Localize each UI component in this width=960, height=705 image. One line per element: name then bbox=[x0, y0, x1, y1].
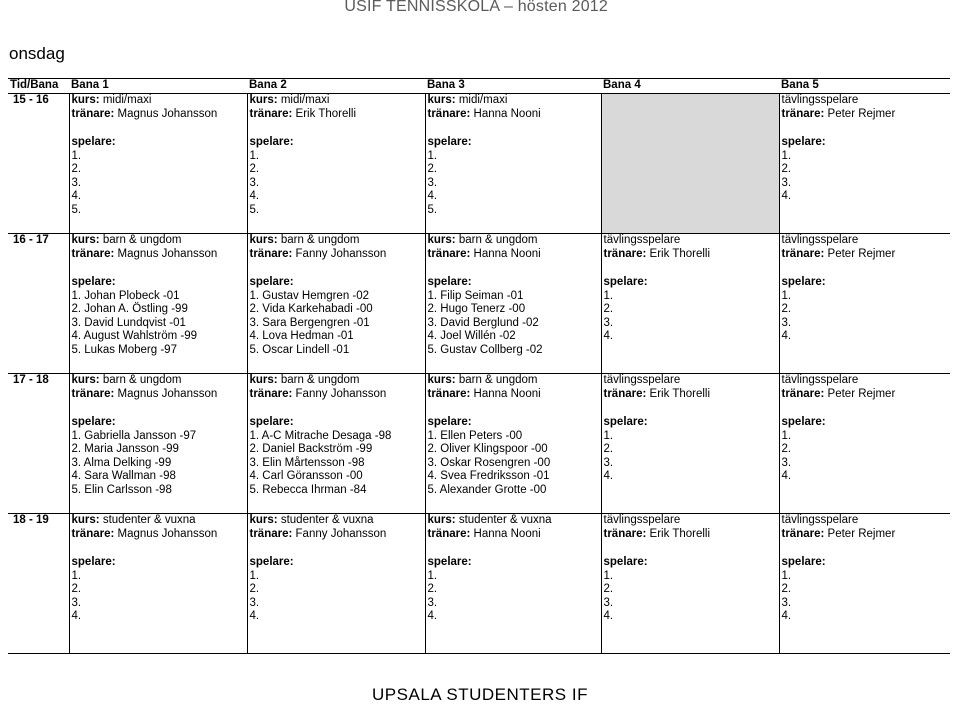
course-name: barn & ungdom bbox=[458, 234, 538, 246]
court-cell bbox=[247, 374, 425, 514]
course-line bbox=[428, 514, 599, 528]
players-key: spelare: bbox=[427, 136, 472, 148]
player-entry: 1. bbox=[781, 429, 792, 442]
course-line bbox=[428, 374, 599, 388]
course-key: kurs: bbox=[427, 94, 456, 106]
col-header: Bana 1 bbox=[71, 79, 109, 91]
players-key: spelare: bbox=[249, 136, 294, 148]
trainer-name: Erik Thorelli bbox=[649, 527, 711, 540]
player-entry: 3. bbox=[427, 176, 438, 189]
course-key: kurs: bbox=[71, 374, 100, 386]
trainer-key: tränare: bbox=[249, 107, 293, 120]
course-name: barn & ungdom bbox=[280, 234, 360, 246]
player-entry: 4. bbox=[781, 610, 792, 622]
trainer-line bbox=[72, 248, 245, 262]
player-entry: 5. Rebecca Ihrman -84 bbox=[249, 483, 367, 496]
course-key: kurs: bbox=[71, 514, 100, 526]
player-entry: 2. bbox=[427, 163, 438, 175]
trainer-key: tränare: bbox=[249, 527, 293, 540]
trainer-key: tränare: bbox=[427, 247, 471, 260]
trainer-key: tränare: bbox=[603, 527, 647, 540]
course-line bbox=[250, 234, 423, 248]
player-entry: 2. bbox=[249, 163, 260, 175]
page-title: USIF TENNISSKOLA – hösten 2012 bbox=[344, 0, 608, 15]
trainer-name: Magnus Johansson bbox=[117, 387, 218, 400]
court-cell bbox=[425, 514, 601, 654]
course-line bbox=[72, 234, 245, 248]
col-header: Bana 5 bbox=[781, 79, 819, 91]
player-entry: 2. bbox=[781, 583, 792, 595]
player-entry: 2. Maria Jansson -99 bbox=[71, 443, 179, 455]
competition-label: tävlingsspelare bbox=[603, 234, 681, 246]
course-line bbox=[250, 514, 423, 528]
trainer-key: tränare: bbox=[71, 107, 115, 120]
player-entry: 3. Sara Bergengren -01 bbox=[249, 316, 370, 329]
course-key: kurs: bbox=[249, 94, 278, 106]
player-entry: 4. bbox=[427, 610, 438, 622]
players-key: spelare: bbox=[781, 136, 826, 148]
player-entry: 3. bbox=[603, 456, 614, 469]
court-cell bbox=[247, 234, 425, 374]
table-row bbox=[8, 234, 950, 374]
player-entry: 3. bbox=[427, 596, 438, 609]
player-entry: 2. bbox=[781, 303, 792, 315]
player-entry: 2. bbox=[781, 443, 792, 455]
player-entry: 5. bbox=[249, 203, 260, 216]
course-line bbox=[428, 94, 599, 108]
player-entry: 4. bbox=[71, 190, 82, 202]
players-key: spelare: bbox=[71, 556, 116, 568]
player-entry: 4. Carl Göransson -00 bbox=[249, 470, 363, 482]
player-entry: 4. bbox=[781, 190, 792, 202]
course-key: kurs: bbox=[71, 94, 100, 106]
course-key: kurs: bbox=[427, 234, 456, 246]
trainer-name: Magnus Johansson bbox=[117, 247, 218, 260]
player-entry: 4. Joel Willén -02 bbox=[427, 330, 516, 342]
players-key: spelare: bbox=[781, 556, 826, 568]
trainer-key: tränare: bbox=[71, 387, 115, 400]
trainer-name: Erik Thorelli bbox=[295, 107, 357, 120]
schedule-table bbox=[8, 78, 950, 654]
trainer-key: tränare: bbox=[249, 387, 293, 400]
player-entry: 1. Ellen Peters -00 bbox=[427, 429, 523, 442]
trainer-name: Erik Thorelli bbox=[649, 387, 711, 400]
header-row bbox=[8, 79, 950, 94]
player-entry: 3. bbox=[781, 456, 792, 469]
trainer-name: Fanny Johansson bbox=[295, 527, 387, 540]
course-key: kurs: bbox=[427, 514, 456, 526]
course-name: studenter & vuxna bbox=[458, 514, 552, 526]
players-key: spelare: bbox=[71, 416, 116, 428]
players-key: spelare: bbox=[249, 416, 294, 428]
course-name: midi/maxi bbox=[458, 94, 508, 106]
course-line bbox=[604, 374, 777, 388]
competition-label: tävlingsspelare bbox=[781, 514, 859, 526]
player-entry: 5. Alexander Grotte -00 bbox=[427, 483, 547, 496]
time-cell: 16 - 17 bbox=[8, 234, 69, 374]
competition-label: tävlingsspelare bbox=[603, 514, 681, 526]
trainer-line bbox=[428, 388, 599, 402]
player-entry: 5. Gustav Collberg -02 bbox=[427, 343, 543, 356]
players-key: spelare: bbox=[71, 136, 116, 148]
course-name: midi/maxi bbox=[280, 94, 330, 106]
trainer-line bbox=[72, 108, 245, 122]
course-line bbox=[72, 374, 245, 388]
player-entry: 1. Johan Plobeck -01 bbox=[71, 289, 180, 302]
header-bar bbox=[0, 0, 960, 20]
player-entry: 4. Sara Wallman -98 bbox=[71, 470, 176, 482]
course-key: kurs: bbox=[249, 234, 278, 246]
player-entry: 2. bbox=[249, 583, 260, 595]
player-entry: 3. bbox=[781, 596, 792, 609]
course-line bbox=[782, 234, 949, 248]
course-key: kurs: bbox=[427, 374, 456, 386]
player-entry: 1. bbox=[603, 289, 614, 302]
player-entry: 2. Oliver Klingspoor -00 bbox=[427, 443, 548, 455]
course-line bbox=[782, 94, 949, 108]
court-cell bbox=[69, 94, 247, 234]
trainer-name: Fanny Johansson bbox=[295, 247, 387, 260]
player-entry: 3. David Berglund -02 bbox=[427, 316, 539, 329]
player-entry: 4. bbox=[603, 330, 614, 342]
player-entry: 4. bbox=[603, 470, 614, 482]
course-key: kurs: bbox=[249, 514, 278, 526]
course-name: barn & ungdom bbox=[458, 374, 538, 386]
trainer-line bbox=[782, 108, 949, 122]
player-entry: 1. bbox=[427, 149, 438, 162]
court-cell bbox=[69, 374, 247, 514]
player-entry: 5. bbox=[71, 203, 82, 216]
court-cell bbox=[779, 514, 950, 654]
player-entry: 3. bbox=[249, 176, 260, 189]
player-entry: 2. bbox=[603, 303, 614, 315]
course-key: kurs: bbox=[71, 234, 100, 246]
player-entry: 2. Vida Karkehabadi -00 bbox=[249, 303, 373, 315]
competition-label: tävlingsspelare bbox=[603, 374, 681, 386]
player-entry: 1. bbox=[781, 569, 792, 582]
time-cell: 15 - 16 bbox=[8, 94, 69, 234]
course-name: studenter & vuxna bbox=[280, 514, 374, 526]
trainer-line bbox=[782, 528, 949, 542]
competition-label: tävlingsspelare bbox=[781, 94, 859, 106]
player-entry: 3. bbox=[781, 316, 792, 329]
player-entry: 3. bbox=[603, 596, 614, 609]
player-entry: 1. Filip Seiman -01 bbox=[427, 289, 524, 302]
course-line bbox=[782, 514, 949, 528]
player-entry: 1. A-C Mitrache Desaga -98 bbox=[249, 429, 392, 442]
court-cell bbox=[779, 94, 950, 234]
course-line bbox=[604, 514, 777, 528]
trainer-key: tränare: bbox=[71, 247, 115, 260]
players-key: spelare: bbox=[781, 416, 826, 428]
court-cell bbox=[425, 234, 601, 374]
course-name: barn & ungdom bbox=[280, 374, 360, 386]
player-entry: 1. bbox=[71, 149, 82, 162]
col-header: Tid/Bana bbox=[10, 79, 59, 91]
trainer-line bbox=[72, 528, 245, 542]
trainer-key: tränare: bbox=[603, 387, 647, 400]
player-entry: 1. bbox=[249, 569, 260, 582]
players-key: spelare: bbox=[781, 276, 826, 288]
players-key: spelare: bbox=[427, 416, 472, 428]
time-cell: 17 - 18 bbox=[8, 374, 69, 514]
course-name: midi/maxi bbox=[102, 94, 152, 106]
player-entry: 3. Elin Mårtensson -98 bbox=[249, 456, 365, 469]
players-key: spelare: bbox=[71, 276, 116, 288]
trainer-name: Peter Rejmer bbox=[827, 527, 896, 540]
table-row bbox=[8, 94, 950, 234]
player-entry: 2. Hugo Tenerz -00 bbox=[427, 303, 526, 315]
competition-label: tävlingsspelare bbox=[781, 374, 859, 386]
court-cell bbox=[247, 94, 425, 234]
course-line bbox=[72, 94, 245, 108]
trainer-name: Magnus Johansson bbox=[117, 527, 218, 540]
player-entry: 4. August Wahlström -99 bbox=[71, 330, 197, 342]
players-key: spelare: bbox=[603, 416, 648, 428]
court-cell bbox=[247, 514, 425, 654]
trainer-key: tränare: bbox=[603, 247, 647, 260]
player-entry: 4. bbox=[249, 190, 260, 202]
court-cell bbox=[69, 234, 247, 374]
player-entry: 3. bbox=[71, 596, 82, 609]
trainer-line bbox=[604, 388, 777, 402]
player-entry: 1. bbox=[781, 289, 792, 302]
trainer-key: tränare: bbox=[71, 527, 115, 540]
player-entry: 2. Daniel Backström -99 bbox=[249, 443, 373, 455]
player-entry: 2. bbox=[71, 583, 82, 595]
competition-label: tävlingsspelare bbox=[781, 234, 859, 246]
col-header: Bana 4 bbox=[603, 79, 641, 91]
players-key: spelare: bbox=[603, 556, 648, 568]
player-entry: 4. bbox=[427, 190, 438, 202]
player-entry: 3. Oskar Rosengren -00 bbox=[427, 456, 551, 469]
player-entry: 2. Johan A. Östling -99 bbox=[71, 303, 188, 315]
player-entry: 2. bbox=[603, 443, 614, 455]
court-cell bbox=[425, 94, 601, 234]
trainer-name: Fanny Johansson bbox=[295, 387, 387, 400]
trainer-name: Hanna Nooni bbox=[473, 247, 541, 260]
course-line bbox=[250, 94, 423, 108]
trainer-name: Peter Rejmer bbox=[827, 387, 896, 400]
player-entry: 5. Oscar Lindell -01 bbox=[249, 343, 350, 356]
player-entry: 4. bbox=[781, 330, 792, 342]
trainer-key: tränare: bbox=[781, 527, 825, 540]
player-entry: 3. bbox=[71, 176, 82, 189]
col-header: Bana 2 bbox=[249, 79, 287, 91]
court-cell bbox=[601, 234, 779, 374]
trainer-key: tränare: bbox=[427, 527, 471, 540]
court-cell bbox=[601, 374, 779, 514]
trainer-line bbox=[250, 528, 423, 542]
day-label: onsdag bbox=[9, 44, 65, 63]
player-entry: 1. Gabriella Jansson -97 bbox=[71, 429, 197, 442]
players-key: spelare: bbox=[249, 276, 294, 288]
player-entry: 3. Alma Delking -99 bbox=[71, 456, 172, 469]
trainer-key: tränare: bbox=[781, 247, 825, 260]
player-entry: 5. Lukas Moberg -97 bbox=[71, 343, 177, 356]
court-cell bbox=[601, 514, 779, 654]
player-entry: 1. bbox=[603, 569, 614, 582]
trainer-line bbox=[250, 248, 423, 262]
trainer-name: Hanna Nooni bbox=[473, 527, 541, 540]
player-entry: 5. bbox=[427, 203, 438, 216]
course-name: studenter & vuxna bbox=[102, 514, 196, 526]
trainer-line bbox=[250, 108, 423, 122]
player-entry: 1. bbox=[71, 569, 82, 582]
trainer-line bbox=[782, 388, 949, 402]
footer-org-name: UPSALA STUDENTERS IF bbox=[372, 685, 588, 704]
player-entry: 1. bbox=[603, 429, 614, 442]
player-entry: 1. bbox=[781, 149, 792, 162]
course-name: barn & ungdom bbox=[102, 234, 182, 246]
trainer-line bbox=[604, 248, 777, 262]
trainer-line bbox=[782, 248, 949, 262]
player-entry: 2. bbox=[427, 583, 438, 595]
trainer-name: Hanna Nooni bbox=[473, 107, 541, 120]
trainer-name: Peter Rejmer bbox=[827, 247, 896, 260]
court-cell bbox=[601, 94, 779, 234]
trainer-line bbox=[72, 388, 245, 402]
player-entry: 4. bbox=[249, 610, 260, 622]
trainer-key: tränare: bbox=[427, 387, 471, 400]
player-entry: 4. Svea Fredriksson -01 bbox=[427, 470, 550, 482]
players-key: spelare: bbox=[427, 556, 472, 568]
course-line bbox=[782, 374, 949, 388]
course-name: barn & ungdom bbox=[102, 374, 182, 386]
trainer-key: tränare: bbox=[427, 107, 471, 120]
player-entry: 3. bbox=[603, 316, 614, 329]
trainer-key: tränare: bbox=[781, 387, 825, 400]
player-entry: 2. bbox=[781, 163, 792, 175]
player-entry: 4. bbox=[781, 470, 792, 482]
player-entry: 1. bbox=[249, 149, 260, 162]
player-entry: 3. bbox=[781, 176, 792, 189]
table-row bbox=[8, 514, 950, 654]
table-row bbox=[8, 374, 950, 514]
time-cell: 18 - 19 bbox=[8, 514, 69, 654]
trainer-name: Peter Rejmer bbox=[827, 107, 896, 120]
court-cell bbox=[779, 234, 950, 374]
court-cell bbox=[779, 374, 950, 514]
trainer-line bbox=[428, 108, 599, 122]
player-entry: 5. Elin Carlsson -98 bbox=[71, 483, 172, 496]
course-line bbox=[72, 514, 245, 528]
player-entry: 3. David Lundqvist -01 bbox=[71, 316, 186, 329]
course-key: kurs: bbox=[249, 374, 278, 386]
trainer-key: tränare: bbox=[781, 107, 825, 120]
player-entry: 1. bbox=[427, 569, 438, 582]
player-entry: 3. bbox=[249, 596, 260, 609]
col-header: Bana 3 bbox=[427, 79, 465, 91]
player-entry: 4. bbox=[603, 610, 614, 622]
trainer-line bbox=[428, 528, 599, 542]
trainer-name: Erik Thorelli bbox=[649, 247, 711, 260]
course-line bbox=[428, 234, 599, 248]
trainer-key: tränare: bbox=[249, 247, 293, 260]
players-key: spelare: bbox=[249, 556, 294, 568]
players-key: spelare: bbox=[603, 276, 648, 288]
court-cell bbox=[425, 374, 601, 514]
player-entry: 2. bbox=[603, 583, 614, 595]
trainer-name: Magnus Johansson bbox=[117, 107, 218, 120]
players-key: spelare: bbox=[427, 276, 472, 288]
course-line bbox=[250, 374, 423, 388]
trainer-line bbox=[604, 528, 777, 542]
trainer-line bbox=[428, 248, 599, 262]
trainer-name: Hanna Nooni bbox=[473, 387, 541, 400]
trainer-line bbox=[250, 388, 423, 402]
player-entry: 2. bbox=[71, 163, 82, 175]
court-cell bbox=[69, 514, 247, 654]
player-entry: 1. Gustav Hemgren -02 bbox=[249, 289, 370, 302]
player-entry: 4. Lova Hedman -01 bbox=[249, 330, 354, 342]
course-line bbox=[604, 234, 777, 248]
player-entry: 4. bbox=[71, 610, 82, 622]
